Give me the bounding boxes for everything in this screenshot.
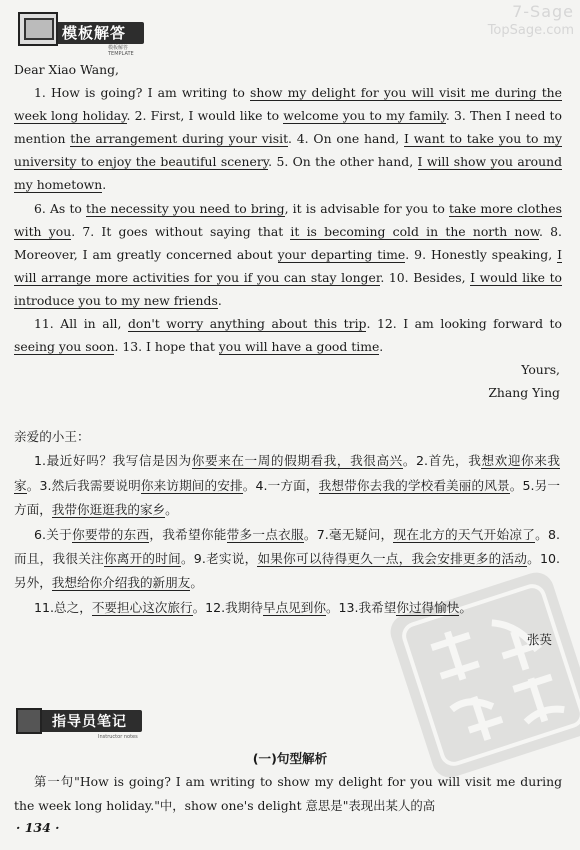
underlined-phrase: I want to take you to my university to enjoy the beautiful scenery [14, 131, 562, 170]
text-segment: . 5. On the other hand, [268, 154, 418, 170]
text-segment: 。12.我期待 [192, 599, 263, 615]
chinese-letter [14, 425, 560, 653]
underlined-phrase: seeing you soon [14, 339, 115, 355]
underlined-phrase: 如果你可以待得更久一点，我会安排更多的活动 [257, 551, 528, 567]
notes-badge-subtitle: Instructor notes [98, 734, 138, 740]
text-segment: 。9.老实说， [180, 551, 258, 567]
text-segment: 。2.首先，我 [402, 453, 482, 469]
underlined-phrase: I will arrange more activities for you if you can stay longer [14, 246, 563, 285]
text-segment: 11. All in all, [34, 316, 128, 332]
english-letter [14, 58, 562, 404]
underlined-phrase: I would like to introduce you to my new friends [14, 269, 563, 308]
instructor-notes-badge [14, 704, 142, 740]
underlined-phrase: 你离开的时间 [103, 551, 181, 567]
underlined-phrase: 我想给你介绍我的新朋友 [51, 575, 191, 591]
chinese-paragraph-1 [14, 449, 560, 522]
english-salutation: Dear Xiao Wang, [14, 62, 119, 77]
text-segment: . [217, 292, 222, 308]
underlined-phrase: take more clothes with you [14, 200, 562, 239]
english-signature: Zhang Ying [488, 385, 560, 401]
underlined-phrase: you will have a good time [218, 339, 380, 355]
text-segment: 6.关于 [34, 526, 73, 542]
text-segment: 1. How is going? I am writing to [34, 85, 251, 101]
underlined-phrase: your departing time [277, 246, 406, 262]
text-segment: 。 [459, 599, 472, 615]
text-segment: . 13. I hope that [114, 339, 219, 355]
chinese-signature: 张英 [526, 632, 552, 648]
notebook-icon [16, 708, 42, 734]
text-segment: , it is advisable for you to [284, 200, 449, 216]
section-title: (一)句型解析 [252, 751, 328, 766]
underlined-phrase: I will show you around my hometown [14, 154, 563, 193]
underlined-phrase: don't worry anything about this trip [128, 316, 367, 332]
underlined-phrase: 想欢迎你来我家 [14, 453, 560, 493]
text-segment: . 9. Honestly speaking, [405, 246, 558, 262]
underlined-phrase: 现在北方的天气开始凉了 [393, 526, 536, 542]
underlined-phrase: 你要带的东西 [72, 526, 150, 542]
english-closing: Yours, [521, 362, 560, 378]
underlined-phrase: the necessity you need to bring [86, 200, 285, 216]
text-segment: . 12. I am looking forward to [366, 316, 562, 332]
text-segment: . 10. Besides, [380, 269, 471, 285]
text-segment: . [379, 339, 384, 355]
text-segment: . 4. On one hand, [288, 131, 404, 147]
underlined-phrase: 你来访期间的安排 [140, 477, 243, 493]
page-number: · 134 · [16, 820, 60, 835]
text-segment: . 8. Moreover, I am greatly concerned about [14, 223, 562, 262]
english-paragraph-1 [14, 81, 562, 196]
underlined-phrase: 我带你逛逛我的家乡 [51, 502, 166, 518]
text-segment: 。4.一方面， [242, 477, 319, 493]
text-segment: . 7. It goes without saying that [71, 223, 291, 239]
underlined-phrase: it is becoming cold in the north now [290, 223, 539, 239]
underlined-phrase: 你过得愉快 [396, 599, 460, 615]
text-segment: . 3. Then I need to mention [14, 108, 562, 147]
underlined-phrase: 早点见到你 [262, 599, 326, 615]
text-segment: 。 [165, 502, 178, 518]
text-segment: . [102, 177, 107, 193]
text-segment: 。10.另外， [14, 551, 561, 591]
chinese-paragraph-2 [14, 523, 560, 596]
underlined-phrase: show my delight for you will visit me during the week long holiday [14, 85, 562, 124]
text-segment: 1.最近好吗？我写信是因为 [34, 453, 192, 469]
text-segment: ，我希望你能 [149, 526, 227, 542]
notes-paragraph: 第一句"How is going? I am writing to show my delight for you will visit me during the week long holiday."中，show one's delight 意思是"表现出某人的高 [14, 774, 562, 813]
text-segment: 。13.我希望 [325, 599, 397, 615]
chinese-salutation: 亲爱的小王： [14, 429, 90, 444]
chinese-paragraph-3 [14, 596, 560, 620]
template-answer-badge [18, 10, 142, 57]
badge-title: 模板解答 [62, 24, 127, 42]
underlined-phrase: 带多一点衣服 [226, 526, 304, 542]
notes-badge-title: 指导员笔记 [52, 714, 127, 730]
badge-subtitle: 模板解答TEMPLATE [108, 45, 134, 57]
underlined-phrase: 我想带你去我的学校看美丽的风景 [318, 477, 510, 493]
text-segment: 。3.然后我需要说明 [26, 477, 141, 493]
text-segment: 。 [190, 575, 203, 591]
text-segment: 。8.而且，我很关注 [14, 526, 560, 567]
underlined-phrase: 不要担心这次旅行 [91, 599, 193, 615]
watermark-line1: 7-Sage [512, 2, 574, 21]
english-paragraph-2 [14, 197, 562, 312]
watermark-line2: TopSage.com [487, 23, 574, 38]
text-segment: . 2. First, I would like to [126, 108, 284, 124]
text-segment: 。5.另一方面， [14, 477, 561, 518]
underlined-phrase: 你要来在一周的假期看我，我很高兴 [191, 453, 403, 469]
text-segment: 。7.毫无疑问， [303, 526, 394, 542]
english-paragraph-3 [14, 312, 562, 358]
underlined-phrase: the arrangement during your visit [70, 131, 289, 147]
monitor-icon [18, 12, 58, 46]
text-segment: 6. As to [34, 200, 87, 216]
watermark-logo [488, 2, 574, 38]
notes-body [14, 770, 562, 818]
underlined-phrase: welcome you to my family [283, 108, 446, 124]
text-segment: 11.总之， [34, 599, 92, 615]
